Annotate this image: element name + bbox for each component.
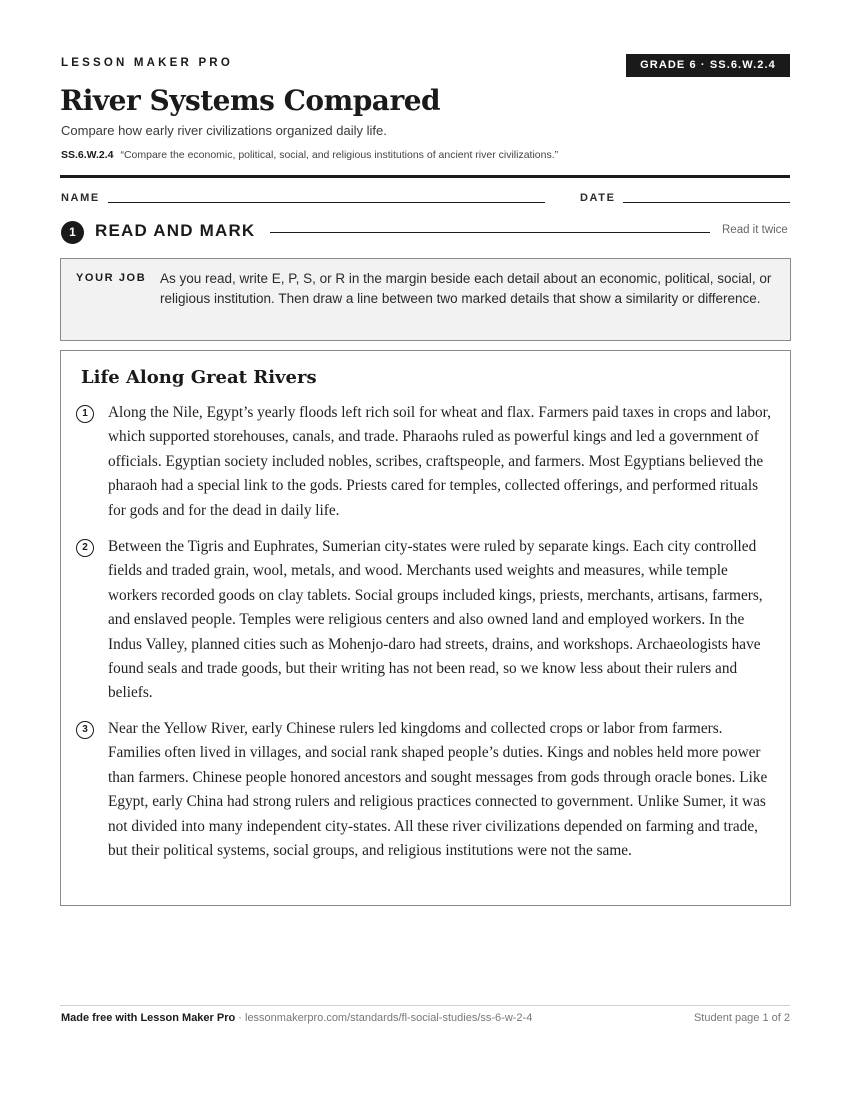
instructions-box [60, 258, 791, 341]
header-divider [60, 175, 790, 178]
page-title: River Systems Compared [60, 84, 441, 117]
page-subtitle: Compare how early river civilizations organized daily life. [61, 123, 387, 138]
footer-divider [60, 1005, 790, 1006]
paragraph-text: Between the Tigris and Euphrates, Sumerian city-states were ruled by separate kings. Each city controlled fields and traded grain, wool, metals, and wood. Merchants used weights and measures, while temple workers recorded goods on clay tablets. Social groups included kings, priests, merchants, artisans, farmers, and enslaved people. Temples were religious centers and also owned land and employed workers. In the Indus Valley, planned cities such as Mohenjo-daro had streets, drains, and workshops. Archaeologists have found seals and trade goods, but their writing has not been read, so we know less about their rulers and beliefs. [108, 538, 763, 702]
instructions-text: As you read, write E, P, S, or R in the margin beside each detail about an economic, political, social, or religious institution. Then draw a line between two marked details that show a similarity or difference. [160, 271, 772, 306]
section-heading: READ AND MARK [95, 221, 256, 240]
paragraph-text: Along the Nile, Egypt’s yearly floods left rich soil for wheat and flax. Farmers paid taxes in crops and labor, which supported storehouses, canals, and trade. Pharaohs ruled as powerful kings and led a government of officials. Egyptian society included nobles, scribes, craftspeople, and farmers. Most Egyptians believed the pharaoh had a special link to the gods. Priests cared for temples, collected offerings, and performed rituals for gods and for the dead in daily life. [108, 404, 771, 519]
section-note: Read it twice [722, 224, 788, 236]
paragraph-text: Near the Yellow River, early Chinese rulers led kingdoms and collected crops or labor from farmers. Families often lived in villages, and social rank shaped people’s duties. Kings and nobles held more power than farmers. Chinese people honored ancestors and sought messages from gods through oracle bones. Like Egypt, early China had strong rulers and religious practices connected to government. Unlike Sumer, it was not divided into many independent city-states. All these river civilizations depended on farming and trade, but their political systems, social groups, and religious institutions were not the same. [108, 720, 768, 860]
reading-passage [60, 350, 791, 906]
paragraph-number: 3 [76, 721, 94, 739]
paragraph-number: 1 [76, 405, 94, 423]
footer-brand: Made free with Lesson Maker Pro [61, 1012, 236, 1024]
grade-standard-badge: GRADE 6 · SS.6.W.2.4 [626, 54, 790, 77]
page-number: Student page 1 of 2 [693, 1012, 790, 1024]
date-label: DATE [580, 192, 616, 204]
footer-credit [61, 1012, 532, 1024]
paragraph-number: 2 [76, 539, 94, 557]
name-label: NAME [61, 192, 100, 204]
standard-line [61, 149, 558, 161]
section-rule [270, 232, 710, 233]
standard-quote: “Compare the economic, political, social, and religious institutions of ancient river civilizations.” [120, 149, 559, 161]
standard-code: SS.6.W.2.4 [61, 149, 114, 161]
footer-url: · lessonmakerpro.com/standards/fl-social-studies/ss-6-w-2-4 [238, 1012, 533, 1024]
date-field[interactable] [623, 202, 790, 203]
passage-title: Life Along Great Rivers [81, 367, 317, 388]
section-number-badge: 1 [61, 221, 84, 244]
brand-name: LESSON MAKER PRO [61, 57, 233, 69]
instructions-label: YOUR JOB [76, 272, 147, 284]
name-field[interactable] [108, 202, 545, 203]
